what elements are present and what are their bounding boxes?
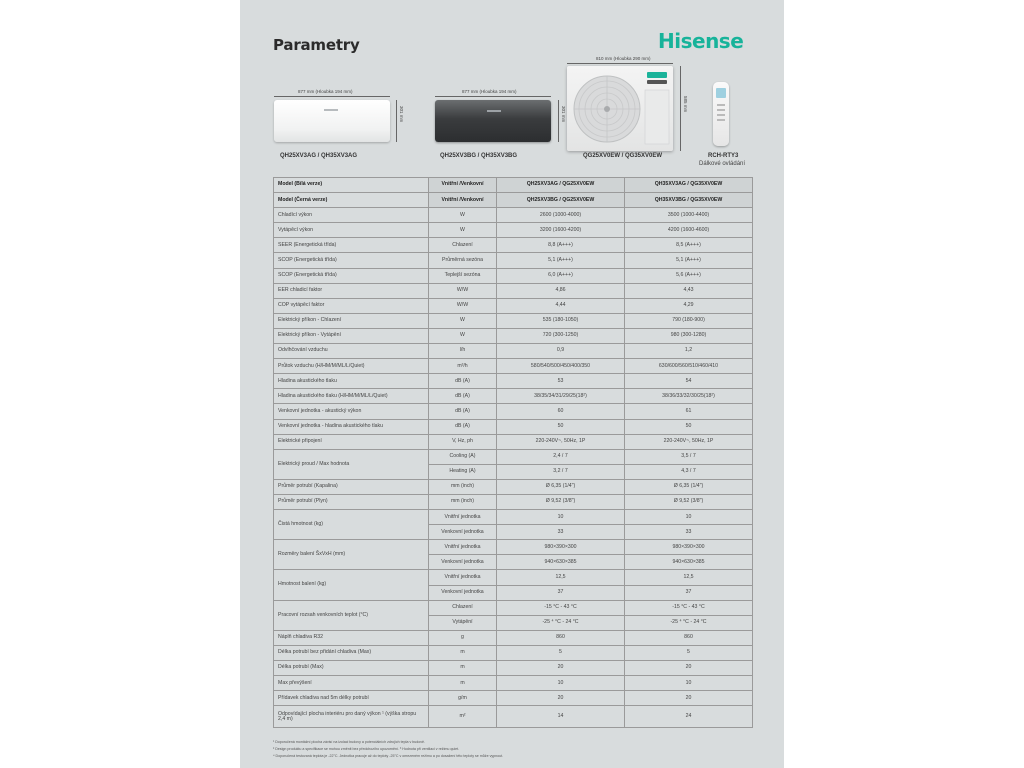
value-a-cell: 980×390×300 [497,540,625,555]
table-row [274,494,753,509]
unit-cell: Cooling (A) [429,449,497,464]
unit-cell: Venkovní jednotka [429,525,497,540]
table-row [274,600,753,615]
unit-cell: m [429,661,497,676]
value-a-cell: 37 [497,585,625,600]
value-a-cell: 3,2 / 7 [497,464,625,479]
value-b-cell: 860 [625,630,753,645]
param-cell: Chladící výkon [274,208,429,223]
table-row [274,404,753,419]
value-a-cell: 2,4 / 7 [497,449,625,464]
value-b-cell: 4200 (1600-4600) [625,223,753,238]
table-row [274,359,753,374]
black-width-line [435,96,551,97]
unit-cell: W [429,223,497,238]
table-row [274,661,753,676]
header-model-b-cell: QH35XV3BG / QG35XV0EW [625,193,753,208]
table-row [274,706,753,728]
table-row [274,374,753,389]
value-b-cell: 50 [625,419,753,434]
table-header-row [274,193,753,208]
table-row [274,570,753,585]
footnote-1: ¹ Doporučená montážní plocha závisí na izolaci budovy a potenciálních zdrojích tepla v budově. [273,740,426,744]
param-cell: Max převýšení [274,676,429,691]
value-b-cell: 4,29 [625,298,753,313]
param-cell: Přídavek chladiva nad 5m délky potrubí [274,691,429,706]
table-row [274,238,753,253]
outdoor-height-dim: 585 mm [683,96,688,113]
header-unit-cell: Vnitřní /Venkovní [429,178,497,193]
value-a-cell: 60 [497,404,625,419]
table-row [274,419,753,434]
param-cell: Průměr potrubí (Kapalina) [274,479,429,494]
outdoor-width-dim: 810 mm (Hloubka 290 mm) [596,56,651,61]
header-unit-cell: Vnitřní /Venkovní [429,193,497,208]
value-b-cell: 220-240V~, 50Hz, 1P [625,434,753,449]
value-a-cell: 940×630×385 [497,555,625,570]
param-cell: Rozměry balení ŠxVxH (mm) [274,540,429,570]
remote-label: RCH-RTY3 [708,153,739,159]
value-a-cell: 14 [497,706,625,728]
unit-cell: Vnitřní jednotka [429,510,497,525]
param-cell: Elektrický příkon - Chlazení [274,313,429,328]
spec-table [273,177,753,728]
table-row [274,328,753,343]
param-cell: Délka potrubí bez přidání chladiva (Max) [274,645,429,660]
value-a-cell: 580/540/500/450/400/350 [497,359,625,374]
unit-cell: dB (A) [429,419,497,434]
white-unit-label: QH25XV3AG / QH35XV3AG [280,153,358,159]
black-height-line [558,100,559,142]
white-width-dim: 877 mm (Hloubka 194 mm) [298,89,353,94]
unit-cell: W [429,313,497,328]
value-b-cell: 33 [625,525,753,540]
value-a-cell: 4,86 [497,283,625,298]
param-cell: COP vytápěcí faktor [274,298,429,313]
unit-cell: g [429,630,497,645]
param-cell: Hladina akustického tlaku (H/HM/M/ML/L/Quiet) [274,389,429,404]
unit-cell: dB (A) [429,389,497,404]
value-b-cell: 4,43 [625,283,753,298]
value-a-cell: 50 [497,419,625,434]
value-b-cell: 38/36/33/32/30/25(18²) [625,389,753,404]
unit-cell: W/W [429,298,497,313]
fan-grille-icon [567,66,673,151]
white-indoor-unit-image [274,100,390,142]
param-cell: Elektrický příkon - Vytápění [274,328,429,343]
outdoor-height-line [680,66,681,151]
table-row [274,645,753,660]
table-row [274,344,753,359]
header-model-cell: Model (Bílá verze) [274,178,429,193]
table-row [274,540,753,555]
footnote-2: ² Design produktu a specifikace se mohou změnit bez předchozího upozornění. ³ Hodnota při ventilaci v režimu quiet. [273,747,460,751]
white-height-line [396,100,397,142]
value-a-cell: 860 [497,630,625,645]
value-a-cell: 3200 (1600-4200) [497,223,625,238]
table-row [274,434,753,449]
value-a-cell: 5 [497,645,625,660]
value-b-cell: 3500 (1000-4400) [625,208,753,223]
unit-cell: Chlazení [429,238,497,253]
param-cell: Čistá hmotnost (kg) [274,510,429,540]
white-width-line [274,96,390,97]
value-b-cell: 790 (180-900) [625,313,753,328]
unit-cell: Venkovní jednotka [429,585,497,600]
value-b-cell: 1,2 [625,344,753,359]
table-row [274,691,753,706]
table-row [274,313,753,328]
value-a-cell: 0,9 [497,344,625,359]
param-cell: SCOP (Energetická třída) [274,253,429,268]
value-a-cell: 5,1 (A+++) [497,253,625,268]
unit-cell: m³/h [429,359,497,374]
value-b-cell: 630/600/560/510/460/410 [625,359,753,374]
value-a-cell: 53 [497,374,625,389]
param-cell: Hmotnost balení (kg) [274,570,429,600]
value-b-cell: -15 °C - 43 °C [625,600,753,615]
header-model-cell: Model (Černá verze) [274,193,429,208]
unit-cell: m [429,645,497,660]
brand-logo: Hisense [658,29,744,53]
value-b-cell: 20 [625,661,753,676]
param-cell: SEER (Energetická třída) [274,238,429,253]
white-height-dim: 301 mm [399,106,404,123]
value-b-cell: 5,6 (A+++) [625,268,753,283]
value-a-cell: 6,0 (A+++) [497,268,625,283]
table-row [274,208,753,223]
value-a-cell: 2600 (1000-4000) [497,208,625,223]
unit-cell: Venkovní jednotka [429,555,497,570]
value-b-cell: 4,3 / 7 [625,464,753,479]
value-a-cell: 220-240V~, 50Hz, 1P [497,434,625,449]
unit-cell: l/h [429,344,497,359]
table-row [274,510,753,525]
param-cell: Hladina akustického tlaku [274,374,429,389]
remote-sub-label: Dálkové ovládání [699,161,746,167]
table-row [274,268,753,283]
table-row [274,389,753,404]
page-title: Parametry [273,36,360,54]
unit-cell: Chlazení [429,600,497,615]
param-cell: Vytápěcí výkon [274,223,429,238]
table-row [274,298,753,313]
value-b-cell: 940×630×385 [625,555,753,570]
param-cell: Průměr potrubí (Plyn) [274,494,429,509]
value-b-cell: 24 [625,706,753,728]
footnote-3: ⁴ Doporučená testovaná teplota je -22°C. Jednotka pracuje až do teploty -25°C v omezeném režimu a po dosažení této teploty se může vypnout. [273,754,504,758]
unit-cell: g/m [429,691,497,706]
table-row [274,283,753,298]
value-a-cell: -25 ⁴ °C - 24 °C [497,615,625,630]
black-height-dim: 301 mm [561,106,566,123]
param-cell: Průtok vzduchu (H/HM/M/ML/L/Quiet) [274,359,429,374]
value-b-cell: 10 [625,676,753,691]
black-indoor-unit-image [435,100,551,142]
value-a-cell: 10 [497,510,625,525]
value-a-cell: 38/35/34/31/29/25(18²) [497,389,625,404]
unit-cell: W [429,328,497,343]
unit-cell: Vnitřní jednotka [429,570,497,585]
black-width-dim: 877 mm (Hloubka 194 mm) [462,89,517,94]
outdoor-width-line [567,63,673,64]
value-a-cell: -15 °C - 43 °C [497,600,625,615]
param-cell: SCOP (Energetická třída) [274,268,429,283]
param-cell: Pracovní rozsah venkovních teplot (°C) [274,600,429,630]
value-b-cell: 61 [625,404,753,419]
value-a-cell: 33 [497,525,625,540]
param-cell: EER chladicí faktor [274,283,429,298]
header-model-a-cell: QH25XV3BG / QG25XV0EW [497,193,625,208]
header-model-b-cell: QH35XV3AG / QG35XV0EW [625,178,753,193]
value-b-cell: -25 ⁴ °C - 24 °C [625,615,753,630]
table-row [274,253,753,268]
value-a-cell: 4,44 [497,298,625,313]
black-unit-label: QH25XV3BG / QH35XV3BG [440,153,518,159]
value-a-cell: Ø 9,52 (3/8") [497,494,625,509]
unit-cell: Vytápění [429,615,497,630]
value-a-cell: 720 (300-1250) [497,328,625,343]
value-b-cell: Ø 9,52 (3/8") [625,494,753,509]
unit-cell: V, Hz, ph [429,434,497,449]
table-row [274,630,753,645]
param-cell: Náplň chladiva R32 [274,630,429,645]
outdoor-unit-label: QG25XV0EW / QG35XV0EW [583,153,663,159]
value-a-cell: 10 [497,676,625,691]
param-cell: Elektrický proud / Max hodnota [274,449,429,479]
remote-control-image [713,82,729,146]
unit-cell: Průměrná sezóna [429,253,497,268]
value-a-cell: 535 (180-1050) [497,313,625,328]
value-a-cell: 12,5 [497,570,625,585]
param-cell: Venkovní jednotka - hladina akustického tlaku [274,419,429,434]
table-row [274,449,753,464]
unit-cell: dB (A) [429,404,497,419]
unit-cell: Heating (A) [429,464,497,479]
spec-sheet [240,0,784,768]
table-row [274,479,753,494]
unit-cell: W/W [429,283,497,298]
value-b-cell: 20 [625,691,753,706]
value-b-cell: 37 [625,585,753,600]
value-a-cell: 20 [497,661,625,676]
value-a-cell: 8,8 (A+++) [497,238,625,253]
value-b-cell: 54 [625,374,753,389]
unit-cell: mm (inch) [429,479,497,494]
unit-cell: W [429,208,497,223]
value-a-cell: Ø 6,35 (1/4") [497,479,625,494]
unit-cell: Teplejší sezóna [429,268,497,283]
value-b-cell: 3,5 / 7 [625,449,753,464]
value-b-cell: 980 (300-1280) [625,328,753,343]
header-model-a-cell: QH25XV3AG / QG25XV0EW [497,178,625,193]
value-b-cell: 8,5 (A+++) [625,238,753,253]
value-a-cell: 20 [497,691,625,706]
value-b-cell: 10 [625,510,753,525]
value-b-cell: Ø 6,35 (1/4") [625,479,753,494]
value-b-cell: 12,5 [625,570,753,585]
table-row [274,223,753,238]
value-b-cell: 5 [625,645,753,660]
param-cell: Délka potrubí (Max) [274,661,429,676]
unit-cell: m² [429,706,497,728]
param-cell: Venkovní jednotka - akustický výkon [274,404,429,419]
param-cell: Odvlhčování vzduchu [274,344,429,359]
param-cell: Odpovídající plocha interiéru pro daný výkon ¹ (výška stropu 2,4 m) [274,706,429,728]
unit-cell: dB (A) [429,374,497,389]
unit-cell: mm (inch) [429,494,497,509]
param-cell: Elektrické připojení [274,434,429,449]
unit-cell: m [429,676,497,691]
value-b-cell: 980×390×300 [625,540,753,555]
table-header-row [274,178,753,193]
value-b-cell: 5,1 (A+++) [625,253,753,268]
outdoor-unit-image [567,66,673,151]
unit-cell: Vnitřní jednotka [429,540,497,555]
table-row [274,676,753,691]
